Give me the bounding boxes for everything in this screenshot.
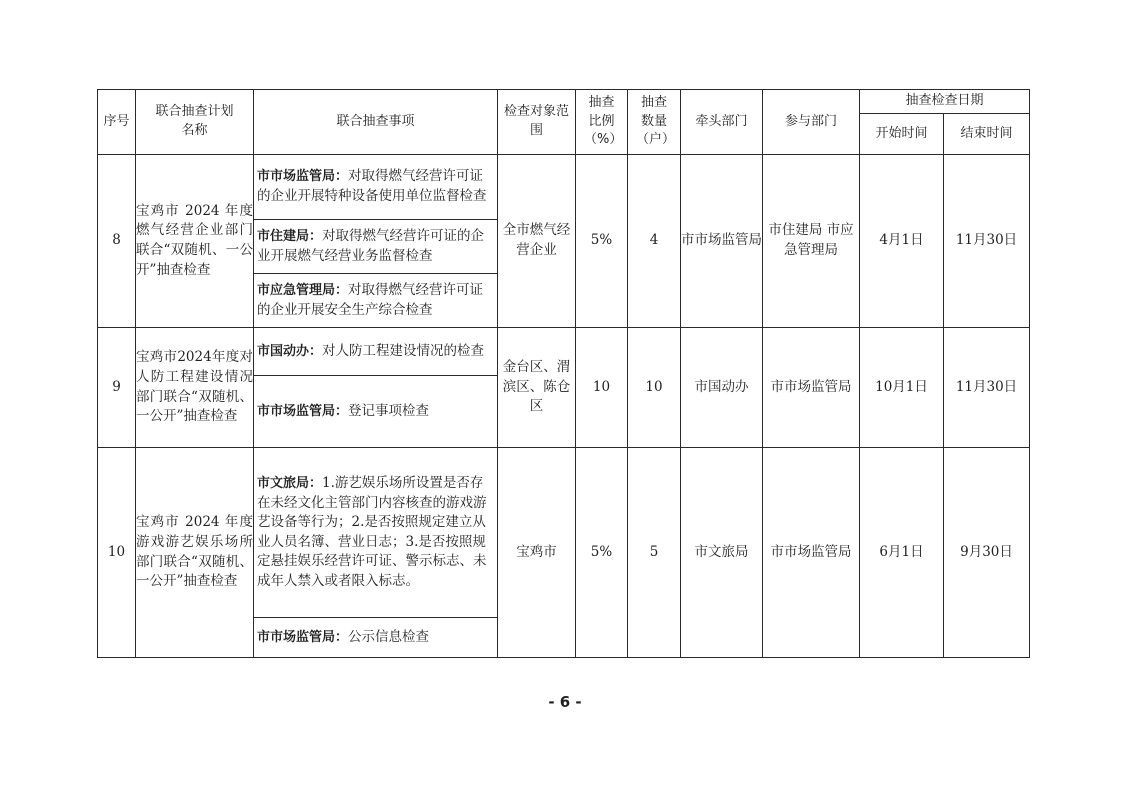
header-plan-name: 联合抽查计划名称: [136, 90, 254, 155]
inspection-plan-table: [97, 89, 1030, 658]
row-end-date: 11月30日: [944, 155, 1030, 328]
header-end: 结束时间: [944, 114, 1030, 155]
row-lead-dept: 市国动办: [681, 328, 763, 448]
row-start-date: 4月1日: [860, 155, 944, 328]
header-participating-dept: 参与部门: [763, 90, 860, 155]
row-plan-name: 宝鸡市2024年度对人防工程建设情况部门联合“双随机、一公开”抽查检查: [136, 328, 254, 448]
row-ratio: 10: [576, 328, 628, 448]
row-seq: 9: [98, 328, 136, 448]
row-end-date: 9月30日: [944, 448, 1030, 658]
row-item: 市文旅局：1.游艺娱乐场所设置是否存在未经文化主管部门内容核查的游戏游艺设备等行为；2.是否按照规定建立从业人员名簿、营业日志；3.是否按照规定悬挂娱乐经营许可证、警示标志、未成年人禁入或者限入标志。: [254, 448, 498, 618]
row-participating-dept: 市市场监管局: [763, 328, 860, 448]
table: [97, 89, 1030, 658]
row-seq: 10: [98, 448, 136, 658]
row-quantity: 5: [628, 448, 681, 658]
header-date-group: 抽查检查日期: [860, 90, 1030, 114]
row-start-date: 10月1日: [860, 328, 944, 448]
header-scope: 检查对象范围: [498, 90, 576, 155]
row-item: 市市场监管局：公示信息检查: [254, 618, 498, 658]
row-item: 市市场监管局：对取得燃气经营许可证的企业开展特种设备使用单位监督检查: [254, 155, 498, 220]
row-end-date: 11月30日: [944, 328, 1030, 448]
row-item: 市国动办：对人防工程建设情况的检查: [254, 328, 498, 376]
row-seq: 8: [98, 155, 136, 328]
row-quantity: 4: [628, 155, 681, 328]
header-row: [98, 90, 1030, 114]
row-item: 市住建局：对取得燃气经营许可证的企业开展燃气经营业务监督检查: [254, 220, 498, 274]
row-plan-name: 宝鸡市 2024 年度燃气经营企业部门联合“双随机、一公开”抽查检查: [136, 155, 254, 328]
header-lead-dept: 牵头部门: [681, 90, 763, 155]
row-plan-name: 宝鸡市 2024 年度游戏游艺娱乐场所部门联合“双随机、一公开”抽查检查: [136, 448, 254, 658]
row-ratio: 5%: [576, 155, 628, 328]
table-row: [98, 155, 1030, 220]
row-participating-dept: 市住建局 市应急管理局: [763, 155, 860, 328]
header-start: 开始时间: [860, 114, 944, 155]
row-quantity: 10: [628, 328, 681, 448]
row-scope: 金台区、渭滨区、陈仓区: [498, 328, 576, 448]
row-lead-dept: 市文旅局: [681, 448, 763, 658]
table-row: [98, 448, 1030, 618]
header-items: 联合抽查事项: [254, 90, 498, 155]
row-item: 市市场监管局：登记事项检查: [254, 376, 498, 448]
row-participating-dept: 市市场监管局: [763, 448, 860, 658]
row-lead-dept: 市市场监管局: [681, 155, 763, 328]
header-quantity: 抽查数量（户）: [628, 90, 681, 155]
row-scope: 全市燃气经营企业: [498, 155, 576, 328]
page-number: - 6 -: [548, 693, 582, 711]
header-ratio: 抽查比例（%）: [576, 90, 628, 155]
table-row: [98, 328, 1030, 376]
row-ratio: 5%: [576, 448, 628, 658]
header-seq: 序号: [98, 90, 136, 155]
row-start-date: 6月1日: [860, 448, 944, 658]
row-scope: 宝鸡市: [498, 448, 576, 658]
row-item: 市应急管理局：对取得燃气经营许可证的企业开展安全生产综合检查: [254, 274, 498, 328]
